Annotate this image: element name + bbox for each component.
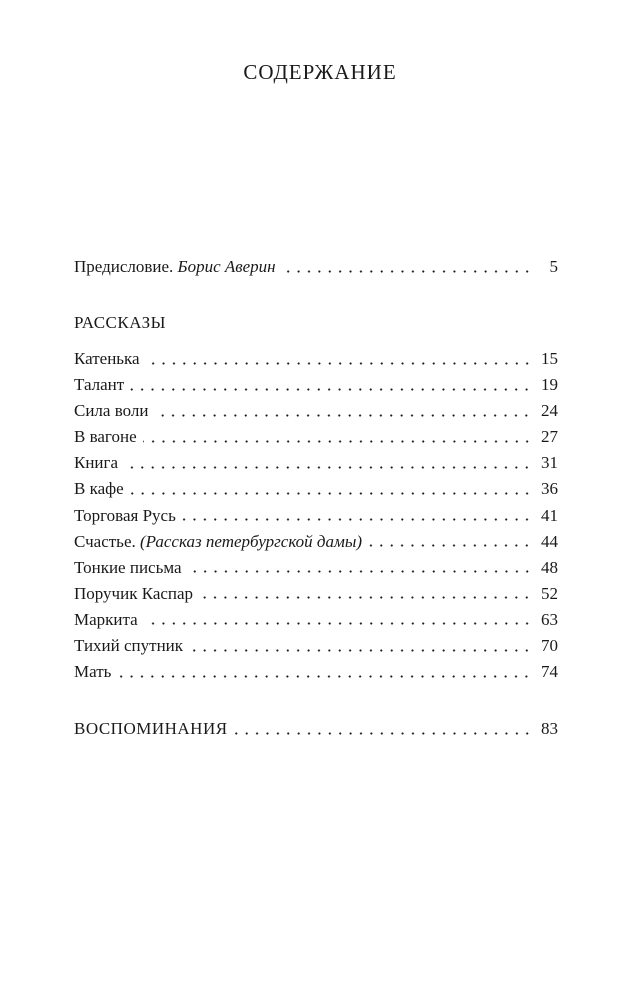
dot-leader [182, 518, 532, 521]
toc-entry-preface[interactable] [74, 254, 558, 280]
entry-subtitle: (Рассказ петербургской дамы) [139, 531, 363, 551]
page-number: 63 [541, 609, 558, 629]
dot-leader [124, 466, 532, 469]
entry-label: Талант [74, 375, 125, 395]
dot-leader [146, 362, 532, 365]
entry-label: В вагоне [74, 427, 137, 447]
page-number: 74 [541, 662, 558, 682]
entry-label: ВОСПОМИНАНИЯ [74, 719, 228, 738]
entry-label: Тонкие письма [74, 557, 182, 577]
toc-entry[interactable] [74, 503, 558, 529]
dot-leader [117, 675, 532, 678]
dot-leader [143, 440, 532, 443]
entry-label: Счастье. (Рассказ петербургской дамы) [74, 531, 363, 551]
entry-author: Борис Аверин [177, 257, 276, 276]
page-number: 52 [541, 583, 558, 603]
dot-leader [144, 622, 532, 625]
toc-entry[interactable] [74, 398, 558, 424]
toc-memoirs [74, 716, 558, 742]
toc-entry[interactable] [74, 424, 558, 450]
toc-entry[interactable] [74, 476, 558, 502]
dot-leader [189, 649, 532, 652]
entry-label: Поручик Каспар [74, 583, 194, 603]
dot-leader [368, 544, 532, 547]
page-number: 48 [541, 557, 558, 577]
dot-leader [199, 596, 532, 599]
toc-entry[interactable] [74, 659, 558, 685]
dot-leader [234, 732, 532, 735]
toc-entry-memoirs[interactable] [74, 716, 558, 742]
entry-label: Предисловие. Борис Аверин [74, 257, 276, 276]
page-number: 41 [541, 505, 558, 525]
page-number: 19 [541, 375, 558, 395]
dot-leader [130, 492, 532, 495]
page-number: 27 [541, 427, 558, 447]
entry-label: Мать [74, 662, 112, 682]
page-number: 70 [541, 636, 558, 656]
entry-label: Книга [74, 453, 119, 473]
page-number: 31 [541, 453, 558, 473]
entry-label: В кафе [74, 479, 124, 499]
toc-entry[interactable] [74, 607, 558, 633]
toc-entry[interactable] [74, 555, 558, 581]
toc-entry[interactable] [74, 372, 558, 398]
toc-entry[interactable] [74, 581, 558, 607]
toc-entry[interactable] [74, 346, 558, 372]
page-number: 15 [541, 349, 558, 368]
entry-label: Катенька [74, 349, 140, 368]
toc-entry[interactable] [74, 633, 558, 659]
dot-leader [130, 388, 532, 391]
toc-entry[interactable] [74, 450, 558, 476]
dot-leader [188, 570, 532, 573]
section-heading-stories: РАССКАЗЫ [74, 313, 166, 332]
page-number: 5 [549, 257, 558, 276]
toc-entry[interactable] [74, 529, 558, 555]
entry-label: Сила воли [74, 401, 149, 421]
page-title: СОДЕРЖАНИЕ [243, 60, 397, 84]
entry-label: Маркита [74, 609, 138, 629]
page-number: 36 [541, 479, 558, 499]
dot-leader [282, 270, 532, 273]
dot-leader [154, 414, 532, 417]
toc-stories [74, 346, 558, 685]
page-number: 44 [541, 531, 558, 551]
entry-label: Торговая Русь [74, 505, 176, 525]
toc-preface [74, 254, 558, 280]
page-number: 24 [541, 401, 558, 421]
page-number: 83 [541, 719, 558, 738]
entry-label: Тихий спутник [74, 636, 184, 656]
